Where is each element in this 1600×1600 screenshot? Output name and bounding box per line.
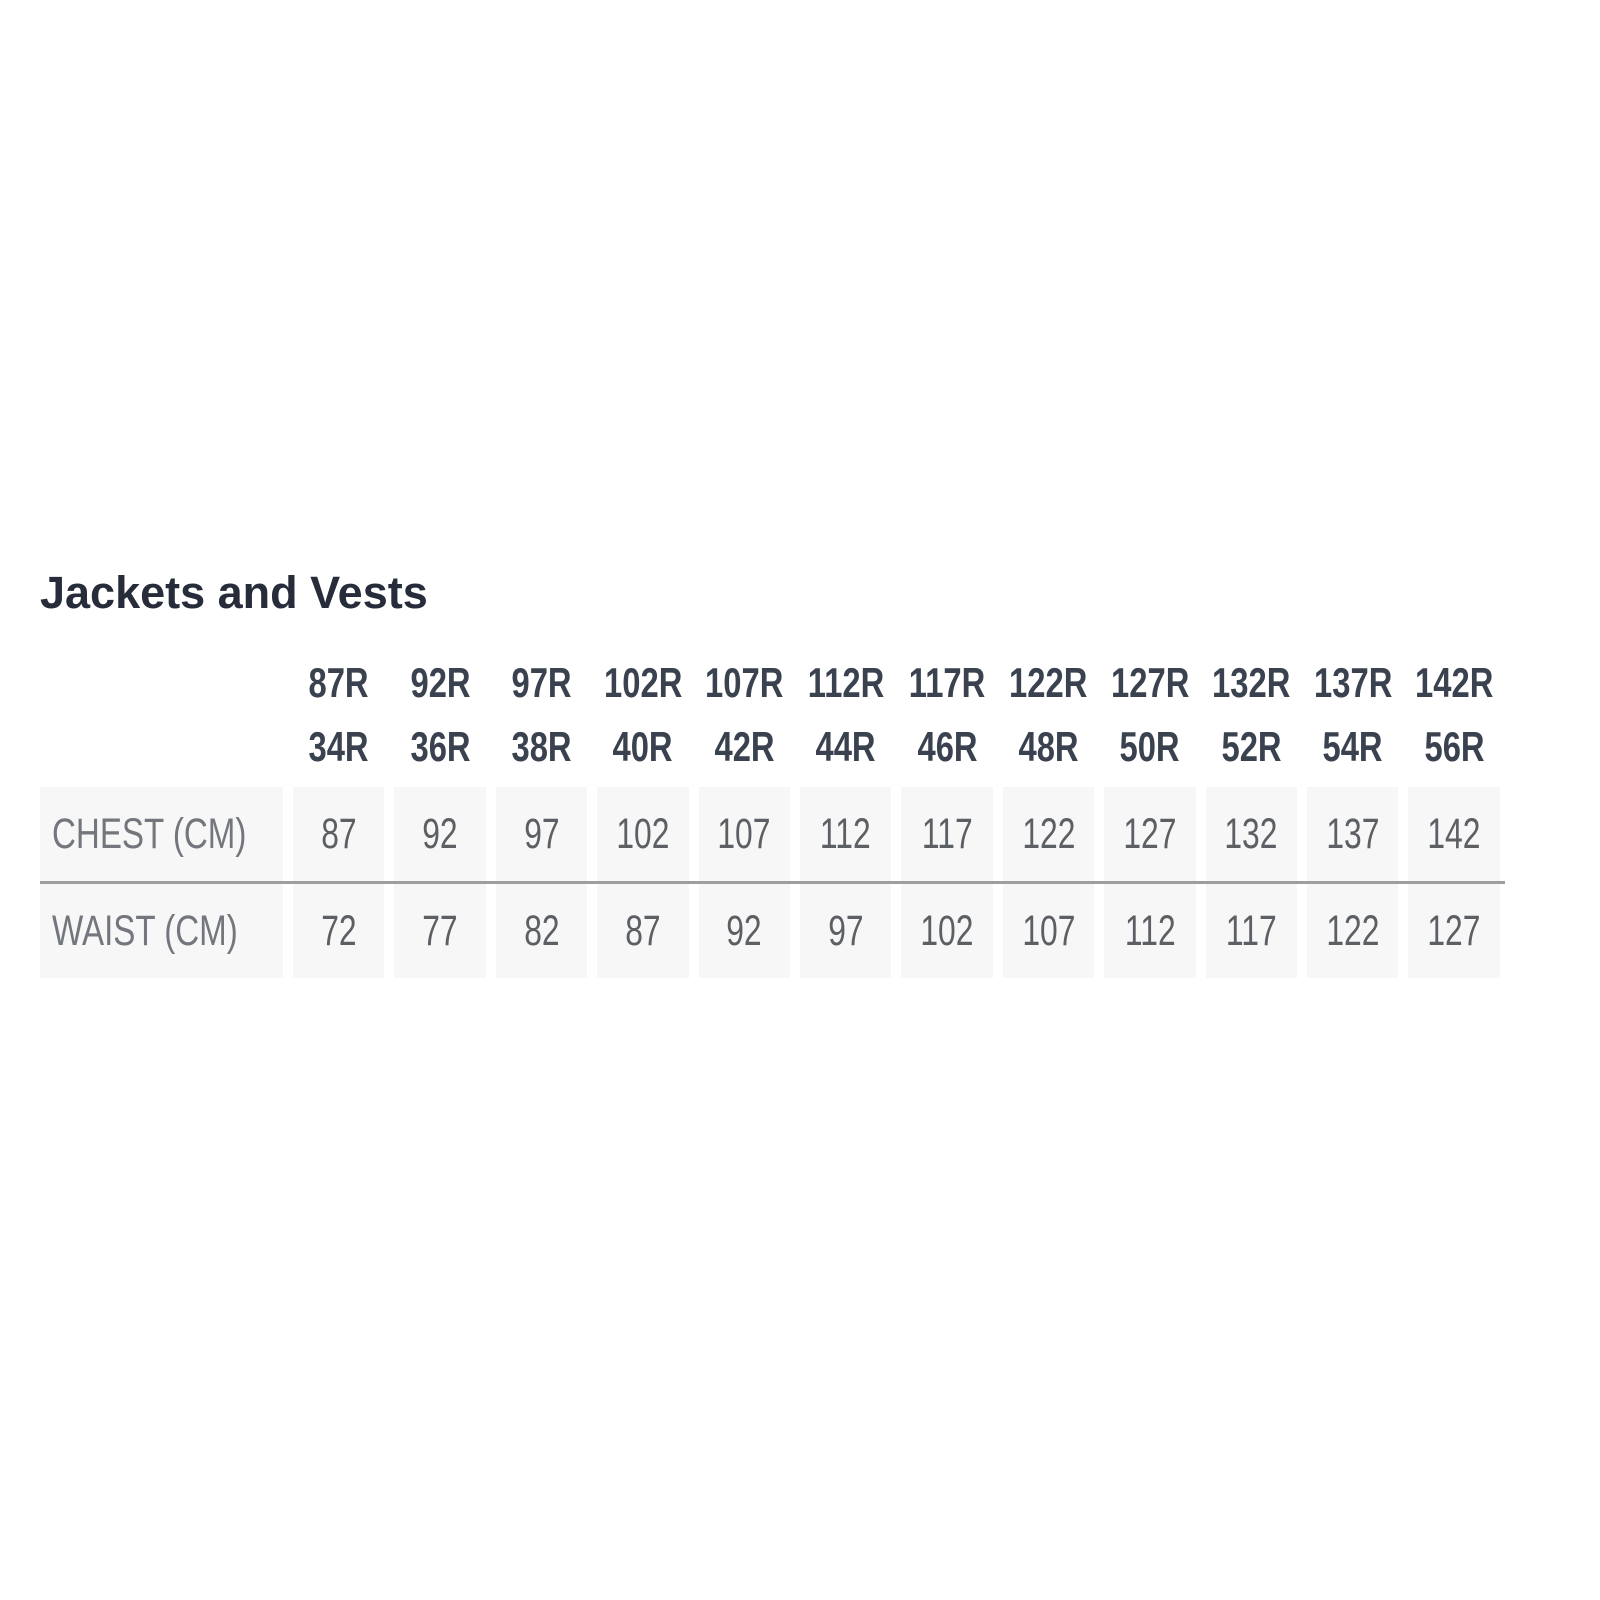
size-primary-cell	[896, 651, 997, 715]
size-row-primary	[40, 651, 1505, 715]
size-label: 107R	[705, 659, 784, 706]
waist-value: 117	[1225, 906, 1277, 955]
size-label: 122R	[1009, 659, 1088, 706]
chest-value-cell	[1403, 787, 1505, 881]
waist-row-label: WAIST (CM)	[52, 906, 238, 955]
waist-value: 127	[1427, 906, 1481, 955]
size-primary-cell	[1099, 651, 1200, 715]
waist-value: 82	[523, 906, 560, 955]
waist-value-cell	[896, 884, 997, 978]
size-secondary-cell	[998, 715, 1099, 779]
spacer-row	[40, 779, 1505, 787]
chest-row	[40, 787, 1505, 881]
chest-value-cell	[288, 787, 389, 881]
waist-value-cell	[1302, 884, 1403, 978]
chest-value: 127	[1123, 809, 1177, 858]
waist-value-cell	[491, 884, 592, 978]
size-label: 132R	[1212, 659, 1291, 706]
chest-row-label: CHEST (CM)	[52, 809, 247, 858]
waist-value-cell	[1201, 884, 1302, 978]
size-secondary-cell	[896, 715, 997, 779]
waist-value-cell	[1099, 884, 1200, 978]
size-label: 137R	[1313, 659, 1392, 706]
chest-value: 117	[921, 809, 973, 858]
chest-value: 112	[820, 809, 872, 858]
size-label: 87R	[308, 659, 369, 706]
chest-value-cell	[389, 787, 490, 881]
size-row-primary-label-cell	[40, 651, 288, 715]
waist-value-cell	[998, 884, 1099, 978]
size-primary-cell	[491, 651, 592, 715]
size-secondary-cell	[592, 715, 693, 779]
size-primary-cell	[1302, 651, 1403, 715]
chest-value: 92	[422, 809, 458, 858]
size-label: 34R	[308, 723, 369, 770]
size-label: 40R	[612, 723, 673, 770]
size-label: 54R	[1322, 723, 1383, 770]
chest-value-cell	[694, 787, 795, 881]
size-secondary-cell	[288, 715, 389, 779]
size-primary-cell	[1201, 651, 1302, 715]
size-label: 142R	[1415, 659, 1494, 706]
chest-value: 132	[1224, 809, 1278, 858]
size-primary-cell	[592, 651, 693, 715]
size-label: 92R	[410, 659, 471, 706]
size-secondary-cell	[389, 715, 490, 779]
waist-value-cell	[592, 884, 693, 978]
size-primary-cell	[694, 651, 795, 715]
size-row-secondary	[40, 715, 1505, 779]
waist-value-cell	[389, 884, 490, 978]
size-label: 36R	[410, 723, 471, 770]
size-chart-table	[40, 651, 1505, 978]
waist-value-cell	[694, 884, 795, 978]
chest-value: 107	[717, 809, 771, 858]
size-primary-cell	[1403, 651, 1505, 715]
chest-value: 87	[321, 809, 357, 858]
size-secondary-cell	[1302, 715, 1403, 779]
size-guide-section	[40, 567, 1505, 978]
size-label: 97R	[511, 659, 572, 706]
chest-value-cell	[795, 787, 896, 881]
waist-value: 77	[422, 906, 458, 955]
size-label: 102R	[603, 659, 683, 706]
chest-value-cell	[592, 787, 693, 881]
waist-value-cell	[288, 884, 389, 978]
chest-value-cell	[1302, 787, 1403, 881]
size-primary-cell	[389, 651, 490, 715]
waist-value: 102	[920, 906, 974, 955]
waist-value: 92	[726, 906, 763, 955]
chest-value-cell	[1099, 787, 1200, 881]
size-label: 50R	[1119, 723, 1181, 770]
chest-row-label-cell	[40, 787, 288, 881]
chest-value: 142	[1427, 809, 1481, 858]
chest-value-cell	[896, 787, 997, 881]
size-secondary-cell	[1403, 715, 1505, 779]
size-primary-cell	[288, 651, 389, 715]
chest-value-cell	[491, 787, 592, 881]
waist-value: 97	[828, 906, 864, 955]
size-label: 56R	[1424, 723, 1485, 770]
size-label: 46R	[917, 723, 978, 770]
waist-value: 122	[1326, 906, 1380, 955]
size-label: 52R	[1221, 723, 1282, 770]
waist-row	[40, 884, 1505, 978]
waist-value: 107	[1021, 906, 1076, 955]
waist-value: 112	[1124, 906, 1176, 955]
size-label: 127R	[1110, 659, 1190, 706]
chest-value-cell	[998, 787, 1099, 881]
size-label: 44R	[815, 723, 876, 770]
chest-value: 137	[1326, 809, 1380, 858]
chest-value: 102	[616, 809, 670, 858]
waist-row-label-cell	[40, 884, 288, 978]
chest-value: 122	[1021, 809, 1076, 858]
section-title: Jackets and Vests	[40, 567, 428, 618]
waist-value-cell	[1403, 884, 1505, 978]
size-primary-cell	[795, 651, 896, 715]
size-label: 42R	[714, 723, 775, 770]
size-secondary-cell	[694, 715, 795, 779]
waist-value-cell	[795, 884, 896, 978]
size-label: 48R	[1018, 723, 1079, 770]
size-label: 112R	[807, 659, 884, 706]
chest-value: 97	[523, 809, 560, 858]
size-primary-cell	[998, 651, 1099, 715]
size-secondary-cell	[1099, 715, 1200, 779]
size-label: 117R	[908, 659, 986, 706]
waist-value: 87	[625, 906, 661, 955]
size-label: 38R	[511, 723, 572, 770]
size-secondary-cell	[1201, 715, 1302, 779]
waist-value: 72	[321, 906, 357, 955]
size-secondary-cell	[795, 715, 896, 779]
size-secondary-cell	[491, 715, 592, 779]
chest-value-cell	[1201, 787, 1302, 881]
size-row-secondary-label-cell	[40, 715, 288, 779]
